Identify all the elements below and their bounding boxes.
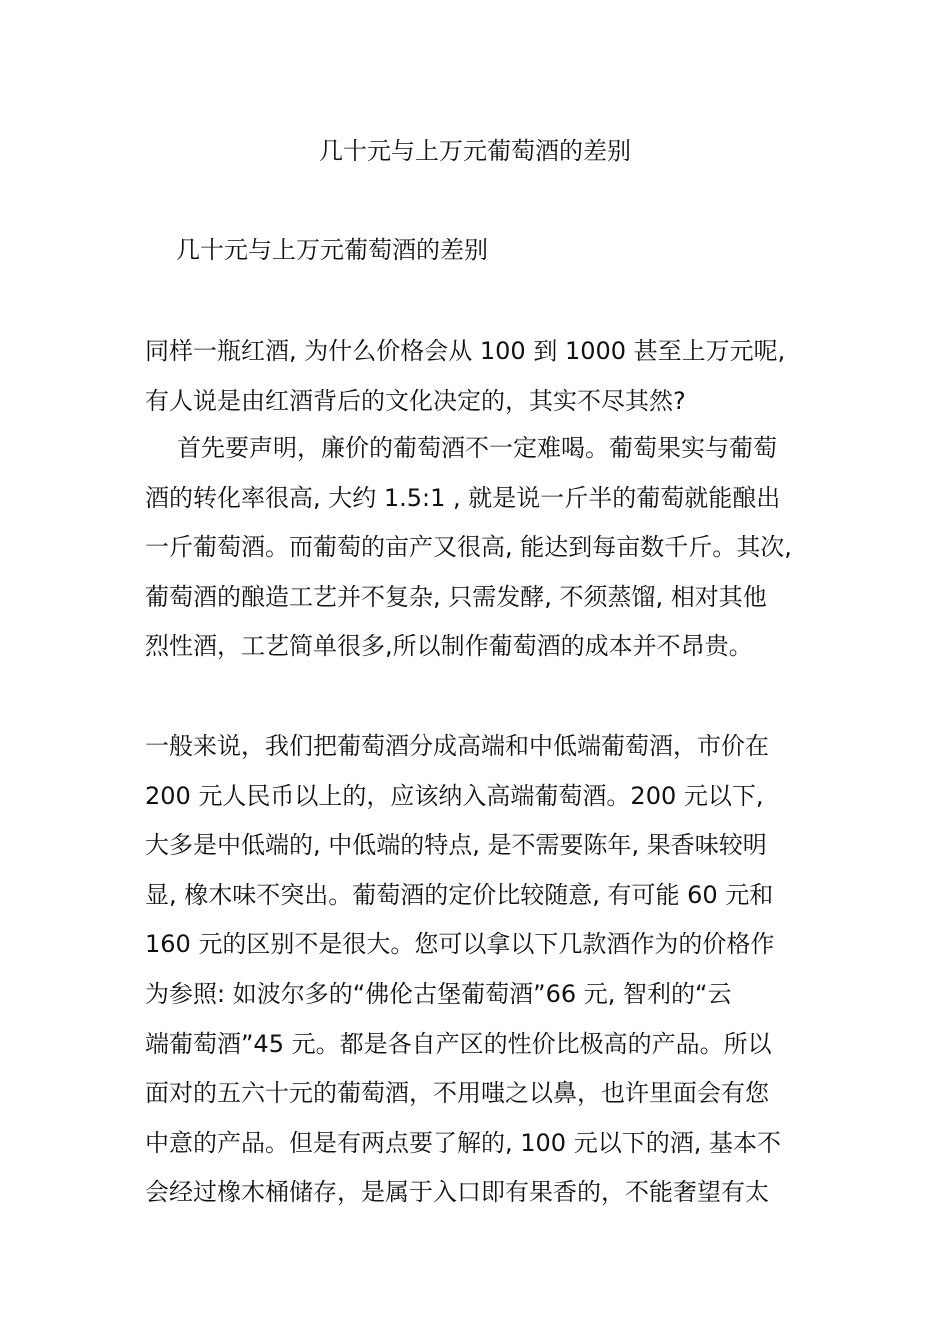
text-line: 同样一瓶红酒, 为什么价格会从 100 到 1000 甚至上万元呢, xyxy=(145,337,786,365)
text-line: 中意的产品。但是有两点要了解的, 100 元以下的酒, 基本不 xyxy=(145,1128,781,1157)
text-line: 有人说是由红酒背后的文化决定的，其实不尽其然? xyxy=(145,386,686,415)
paragraph-1 xyxy=(145,327,845,426)
text-line: 显, 橡木味不突出。葡萄酒的定价比较随意, 有可能 60 元和 xyxy=(145,880,774,909)
text-line: 面对的五六十元的葡萄酒，不用嗤之以鼻，也许里面会有您 xyxy=(145,1079,769,1108)
text-line: 首先要声明，廉价的葡萄酒不一定难喝。葡萄果实与葡萄 xyxy=(177,434,777,462)
paragraph-3 xyxy=(145,722,845,1218)
text-line: 烈性酒，工艺简单很多,所以制作葡萄酒的成本并不昂贵。 xyxy=(145,632,753,661)
text-line: 大多是中低端的, 中低端的特点, 是不需要陈年, 果香味较明 xyxy=(145,831,767,860)
text-line: 葡萄酒的酿造工艺并不复杂, 只需发酵, 不须蒸馏, 相对其他 xyxy=(145,582,767,611)
text-line: 一斤葡萄酒。而葡萄的亩产又很高, 能达到每亩数千斤。其次, xyxy=(145,533,792,562)
document-title: 几十元与上万元葡萄酒的差别 xyxy=(319,137,631,165)
text-line: 200 元人民币以上的，应该纳入高端葡萄酒。200 元以下, xyxy=(145,781,764,810)
text-line: 端葡萄酒”45 元。都是各自产区的性价比极高的产品。所以 xyxy=(145,1029,772,1058)
text-line: 酒的转化率很高, 大约 1.5:1 , 就是说一斤半的葡萄就能酿出 xyxy=(145,483,781,512)
text-line: 一般来说，我们把葡萄酒分成高端和中低端葡萄酒，市价在 xyxy=(145,732,769,760)
text-line: 为参照: 如波尔多的“佛伦古堡葡萄酒”66 元, 智利的“云 xyxy=(145,979,732,1008)
paragraph-2 xyxy=(145,424,845,672)
text-line: 160 元的区别不是很大。您可以拿以下几款酒作为的价格作 xyxy=(145,930,775,959)
text-line: 会经过橡木桶储存，是属于入口即有果香的，不能奢望有太 xyxy=(145,1178,769,1207)
document-subtitle: 几十元与上万元葡萄酒的差别 xyxy=(176,236,488,264)
